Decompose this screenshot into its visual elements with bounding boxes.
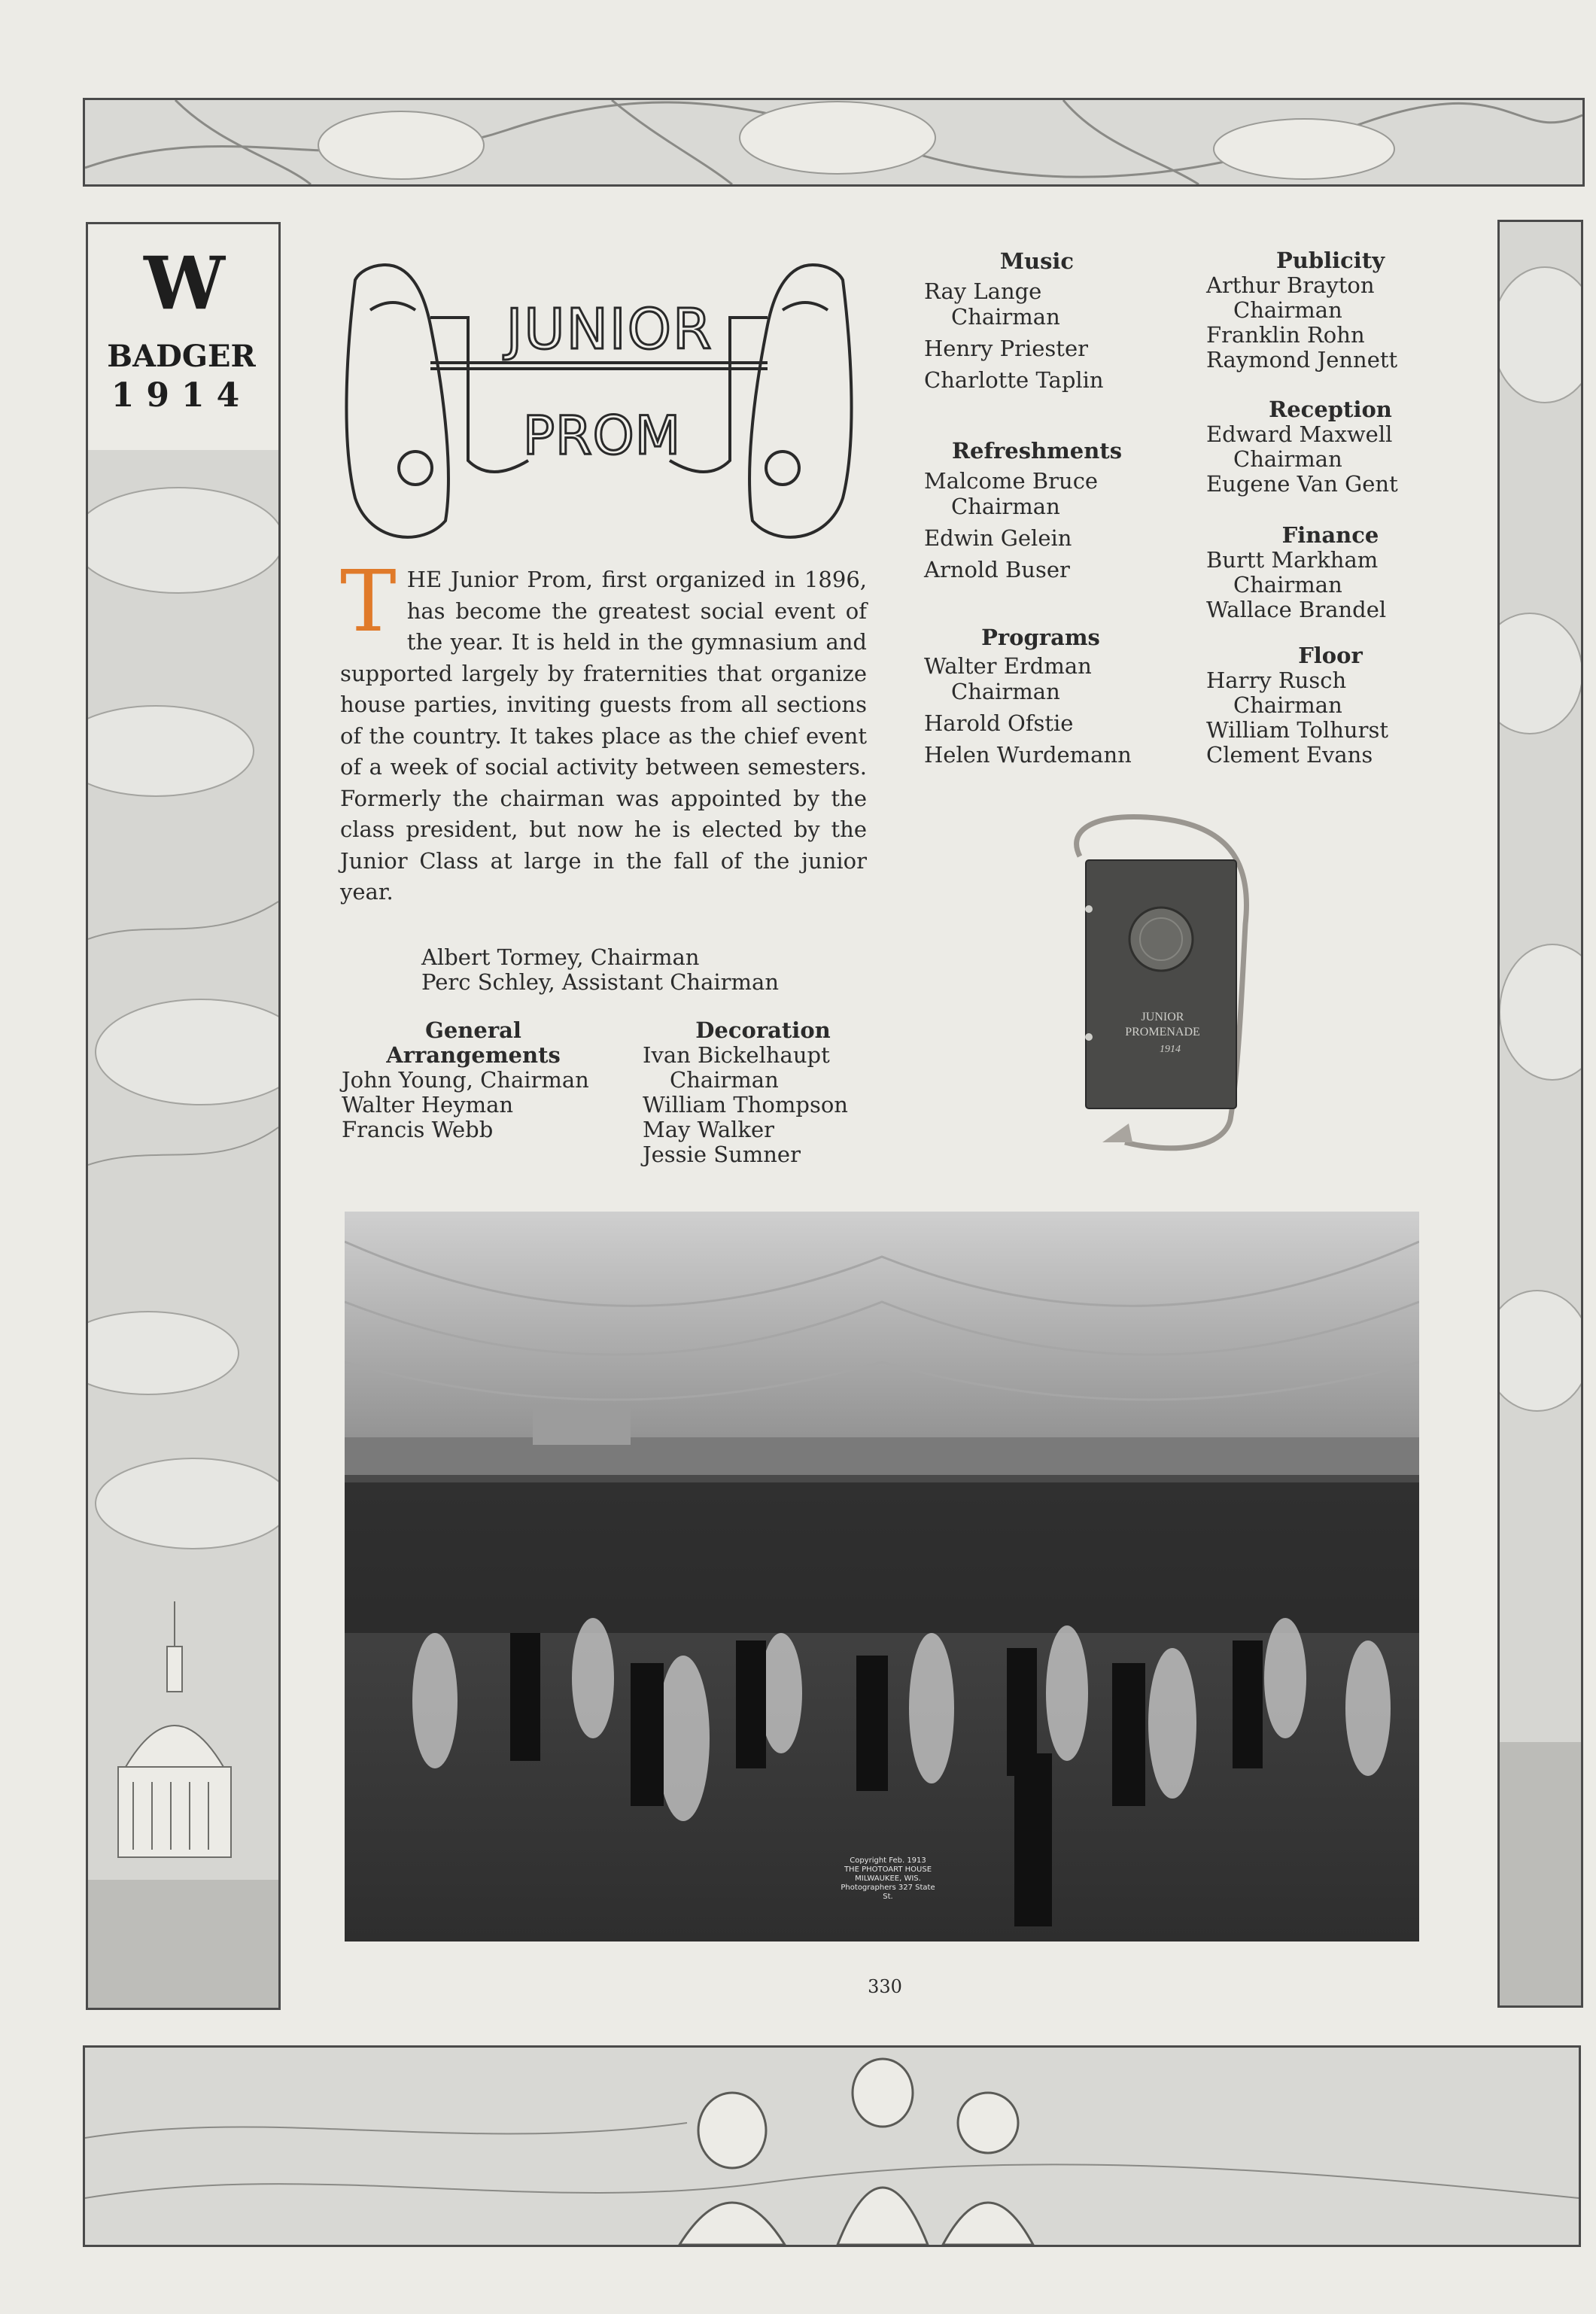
committee-music	[924, 248, 1150, 393]
committee-member: Wallace Brandel	[1206, 597, 1387, 622]
committee-programs	[924, 625, 1157, 768]
committee-member: May Walker	[643, 1117, 775, 1142]
assistant-chairman-line: Perc Schley, Assistant Chairman	[421, 969, 780, 995]
committee-member: Jessie Sumner	[643, 1142, 801, 1167]
title-prom: PROM	[522, 405, 682, 467]
committee-heading: Refreshments	[951, 438, 1123, 464]
photo-credit-line: Photographers 327 State St.	[841, 1884, 935, 1901]
title-junior: JUNIOR	[506, 297, 713, 362]
photo-credit-line: MILWAUKEE, WIS.	[855, 1875, 921, 1883]
committee-role: Chairman	[1233, 297, 1342, 323]
committee-publicity	[1206, 248, 1455, 372]
committee-member: Francis Webb	[342, 1117, 494, 1142]
booklet-text-junior: JUNIOR	[1141, 1011, 1184, 1023]
committee-role: Chairman	[951, 494, 1060, 519]
committee-heading: General	[425, 1017, 521, 1043]
masthead-word: BADGER	[107, 339, 256, 374]
bottom-illustration-band	[83, 2045, 1581, 2247]
committee-role: Chairman	[951, 304, 1060, 330]
committee-member: Edward Maxwell	[1206, 421, 1393, 447]
booklet-text-promenade: PROMENADE	[1125, 1026, 1200, 1038]
photo-credit	[835, 1856, 941, 1902]
committee-member: Ivan Bickelhaupt	[643, 1042, 830, 1068]
committee-member: Clement Evans	[1206, 742, 1373, 768]
committee-member: Walter Erdman	[924, 653, 1092, 679]
committee-general-arrangements	[342, 1018, 605, 1142]
committee-role: Chairman	[1233, 446, 1342, 472]
committee-heading-line2: Arrangements	[386, 1042, 561, 1068]
intro-paragraph	[340, 553, 867, 908]
committee-reception	[1206, 397, 1455, 497]
committee-member: Harold Ofstie	[924, 710, 1074, 736]
committee-member: Helen Wurdemann	[924, 742, 1132, 768]
drop-cap: T	[340, 553, 397, 651]
booklet-text-year: 1914	[1160, 1044, 1181, 1055]
chairman-line: Albert Tormey, Chairman	[421, 944, 700, 970]
committee-heading: Programs	[981, 625, 1100, 650]
committee-member: Edwin Gelein	[924, 525, 1072, 551]
committee-heading: Music	[999, 248, 1075, 274]
masthead-year: 1914	[111, 376, 252, 415]
committee-member: Ray Lange	[924, 278, 1042, 304]
committee-member: Eugene Van Gent	[1206, 471, 1398, 497]
committee-member: Charlotte Taplin	[924, 367, 1104, 393]
committee-member: Arthur Brayton	[1206, 272, 1375, 298]
committee-member: Franklin Rohn	[1206, 322, 1365, 348]
committee-finance	[1206, 523, 1455, 622]
masthead-letter: W	[144, 241, 225, 326]
page-number: 330	[868, 1976, 902, 1997]
ballroom-photograph	[345, 1212, 1419, 1942]
committee-heading: Publicity	[1275, 248, 1385, 273]
committee-role: Chairman	[1233, 572, 1342, 598]
prom-program-booklet-image	[1057, 811, 1260, 1161]
photo-credit-line: THE PHOTOART HOUSE	[844, 1865, 932, 1874]
committee-floor	[1206, 643, 1455, 768]
committee-member: Harry Rusch	[1206, 667, 1347, 693]
left-decorative-panel	[86, 222, 281, 2010]
top-decorative-border	[83, 98, 1585, 187]
committee-role: Chairman	[1233, 692, 1342, 718]
committee-heading: Finance	[1281, 522, 1379, 548]
committee-member: Walter Heyman	[342, 1092, 514, 1117]
committee-role: Chairman	[670, 1067, 779, 1093]
committee-role: Chairman	[951, 679, 1060, 704]
committee-member: Burtt Markham	[1206, 547, 1379, 573]
committee-member: Henry Priester	[924, 336, 1088, 361]
committee-refreshments	[924, 438, 1150, 582]
committee-member: William Tolhurst	[1206, 717, 1388, 743]
committee-heading: Reception	[1269, 397, 1392, 422]
committee-member: Raymond Jennett	[1206, 347, 1398, 372]
committee-member: John Young, Chairman	[342, 1067, 589, 1093]
right-decorative-panel	[1497, 220, 1583, 2008]
committee-member: Arnold Buser	[924, 557, 1070, 582]
committee-heading: Floor	[1298, 643, 1363, 668]
committee-member: Malcome Bruce	[924, 468, 1099, 494]
committee-decoration	[643, 1018, 883, 1167]
photo-credit-line: Copyright Feb. 1913	[850, 1856, 926, 1865]
intro-text: HE Junior Prom, first organized in 1896, has become the greatest social event of the year. It is held in the gymnasium and supported largely by fraternities that organize house parties, inviting guests from all sections of the country. It takes place as the chief event of a week of social activity between semesters. Formerly the chairman was appointed by the class president, but now he is elected by the Junior Class at large in the fall of the junior year.	[340, 567, 867, 905]
title-ornament	[340, 250, 858, 543]
committee-member: William Thompson	[643, 1092, 848, 1117]
committee-heading: Decoration	[695, 1017, 831, 1043]
